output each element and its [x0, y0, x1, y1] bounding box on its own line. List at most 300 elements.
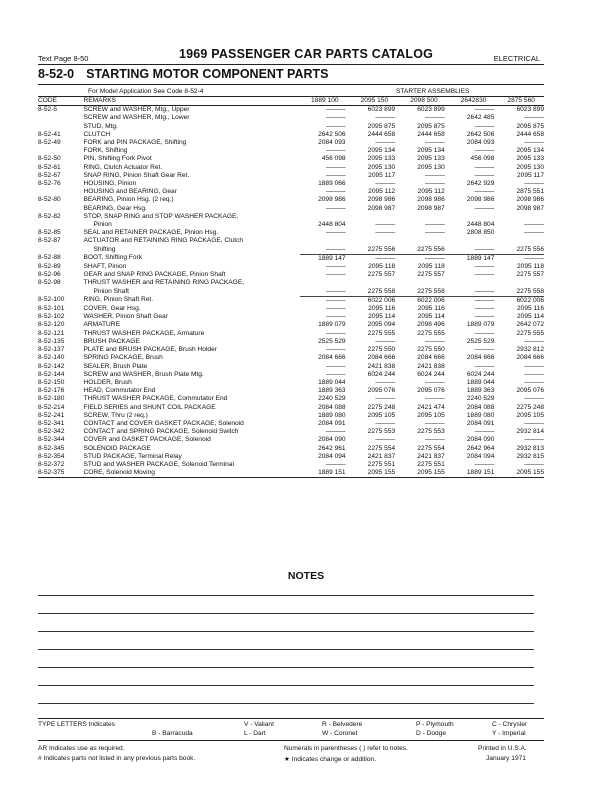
part-code: 8-52-142 — [38, 362, 65, 370]
part-number-cell: 2642 506 — [318, 130, 346, 138]
part-number-cell: ——— — [524, 114, 544, 122]
part-number-cell: 6023 899 — [367, 106, 396, 114]
part-code: 8-52-50 — [38, 155, 61, 163]
part-number-cell: ——— — [524, 229, 544, 237]
part-number-cell: 2084 666 — [516, 354, 544, 362]
part-number-cell: 2275 558 — [399, 288, 449, 297]
part-number-cell: 1889 066 — [318, 180, 346, 188]
part-number-cell: 2084 093 — [466, 139, 495, 147]
part-code: 8-52-344 — [38, 436, 65, 444]
table-row — [38, 420, 544, 428]
part-number-cell: ——— — [524, 139, 544, 147]
part-code: 8-52-89 — [38, 263, 61, 271]
table-row — [38, 263, 544, 271]
part-number-cell: 456 098 — [321, 155, 346, 163]
part-number-cell: 2095 118 — [417, 263, 445, 271]
part-number-cell: 2095 130 — [367, 163, 396, 171]
table-row — [38, 436, 544, 444]
part-number-cell: 6024 244 — [417, 370, 445, 378]
part-number-cell: 2095 117 — [516, 171, 544, 179]
part-number-cell: 2095 112 — [368, 188, 396, 196]
part-number-cell: ——— — [325, 229, 346, 237]
part-number-cell — [449, 237, 499, 245]
part-number-cell: ——— — [474, 296, 495, 304]
part-code: 8-52-354 — [38, 452, 65, 460]
part-number-cell: 6023 899 — [516, 106, 544, 114]
part-number-cell: 2098 987 — [417, 204, 445, 212]
part-number-cell: ——— — [524, 370, 544, 378]
part-code: 8-52-137 — [38, 346, 65, 354]
part-code: 8-52-100 — [38, 296, 65, 304]
part-number-cell: 2275 557 — [367, 271, 396, 279]
part-number-cell: ——— — [524, 337, 544, 345]
table-row — [38, 123, 544, 131]
part-number-cell: ——— — [375, 180, 396, 188]
part-number-cell — [498, 213, 544, 221]
table-row — [38, 363, 544, 371]
part-number-cell: ——— — [474, 106, 495, 114]
part-number-cell: 2275 557 — [516, 271, 544, 279]
part-code — [38, 188, 83, 196]
part-number-cell: 2095 114 — [417, 313, 445, 321]
part-number-cell: 2095 118 — [368, 263, 396, 271]
part-number-cell: ——— — [300, 288, 350, 297]
table-row — [38, 164, 544, 172]
part-number-cell: 2642 964 — [466, 444, 495, 452]
part-number-cell: 2275 558 — [350, 288, 400, 297]
part-remarks: SCREW and WASHER, Mtg., Upper — [83, 106, 190, 114]
part-number-cell: 2084 666 — [367, 354, 396, 362]
part-number-cell: 2095 117 — [368, 171, 396, 179]
part-number-cell: ——— — [325, 106, 346, 114]
part-remarks: ARMATURE — [83, 321, 120, 329]
type-letter-item: D - Dodge — [416, 730, 447, 737]
table-row — [38, 131, 544, 139]
part-number-cell: ——— — [375, 254, 396, 262]
table-row — [38, 313, 544, 321]
part-number-cell: ——— — [325, 460, 346, 468]
part-number-cell: 2098 986 — [367, 196, 396, 204]
print-date: January 1971 — [486, 755, 526, 762]
part-number-cell: 2095 094 — [367, 321, 396, 329]
part-number-cell: 2275 556 — [498, 246, 544, 255]
part-number-cell: 2240 529 — [466, 395, 495, 403]
section-rule — [38, 84, 544, 85]
part-remarks: BOOT, Shifting Fork — [83, 254, 143, 262]
part-number-cell: 2275 550 — [367, 346, 396, 354]
table-row — [38, 404, 544, 412]
section-name: STARTING MOTOR COMPONENT PARTS — [86, 67, 329, 81]
part-number-cell: 2084 094 — [318, 452, 346, 460]
part-number-cell: 2095 105 — [516, 411, 544, 419]
part-number-cell: ——— — [425, 436, 445, 444]
part-number-cell — [300, 213, 350, 221]
part-number-cell: 2084 088 — [318, 403, 346, 411]
part-remarks: SHAFT, Pinion — [83, 263, 127, 271]
part-number-cell: 1889 363 — [318, 387, 346, 395]
part-remarks: SCREW and WASHER, Brush Plate Mtg. — [83, 370, 204, 378]
part-code: 8-52-120 — [38, 321, 65, 329]
part-number-cell: 6023 899 — [417, 106, 445, 114]
part-number-cell: ——— — [524, 395, 544, 403]
part-number-cell: 2095 105 — [367, 411, 396, 419]
part-number-cell: ——— — [375, 337, 396, 345]
part-remarks: SOLENOID PACKAGE — [83, 444, 151, 452]
table-row — [38, 354, 544, 362]
part-number-cell: 2421 474 — [417, 403, 445, 411]
notes-line — [38, 703, 534, 704]
part-number-cell: 1889 044 — [318, 378, 346, 386]
part-remarks: Pinion — [93, 221, 112, 229]
part-number-cell: ——— — [474, 346, 495, 354]
part-remarks: RING, Clutch Actuator Ret. — [83, 163, 163, 171]
type-letter-item: W - Coronet — [322, 730, 358, 737]
part-code — [38, 246, 83, 255]
part-remarks: ACTUATOR and RETAINING RING PACKAGE, Clutch — [83, 237, 244, 245]
part-number-cell: ——— — [325, 362, 346, 370]
table-row — [38, 155, 544, 163]
part-number-cell: 2084 090 — [466, 436, 495, 444]
part-number-cell: ——— — [325, 346, 346, 354]
part-number-cell: 2275 550 — [417, 346, 445, 354]
part-number-cell: ——— — [325, 171, 346, 179]
part-remarks: SCREW and WASHER, Mtg., Lower — [83, 114, 190, 122]
part-code: 8-52-41 — [38, 130, 61, 138]
type-letter-item: R - Belvedere — [322, 721, 363, 728]
part-remarks: SEAL and RETAINER PACKAGE, Pinion Hsg. — [83, 229, 219, 237]
part-remarks: COVER and GASKET PACKAGE, Solenoid — [83, 436, 211, 444]
part-number-cell: 1889 151 — [466, 469, 495, 477]
table-row — [38, 321, 544, 329]
part-code: 8-52-176 — [38, 387, 65, 395]
part-number-cell: 2275 551 — [367, 460, 396, 468]
type-letter-item: B - Barracuda — [152, 730, 193, 737]
page-number: Text Page 8-50 — [38, 54, 89, 63]
part-number-cell: 2095 155 — [417, 469, 445, 477]
part-number-cell: 1889 080 — [466, 411, 495, 419]
table-header-row — [38, 97, 544, 106]
table-row — [38, 114, 544, 122]
part-code: 8-52-5 — [38, 106, 58, 114]
part-number-cell: 2095 133 — [367, 155, 396, 163]
part-code: 8-52-341 — [38, 419, 65, 427]
part-remarks: SEALER, Brush Plate — [83, 362, 148, 370]
part-number-cell: ——— — [425, 171, 445, 179]
part-number-cell: 2098 496 — [417, 321, 445, 329]
part-number-cell: 2095 875 — [516, 122, 544, 130]
part-remarks: BEARING, Gear Hsg. — [83, 204, 147, 212]
part-number-cell: 2421 837 — [367, 452, 396, 460]
part-number-cell: 2095 134 — [516, 147, 544, 155]
part-number-cell: ——— — [524, 419, 544, 427]
part-number-cell: ——— — [474, 188, 495, 196]
part-number-cell: ——— — [325, 263, 346, 271]
part-number-cell: 6022 006 — [417, 296, 445, 304]
part-number-cell: 2084 091 — [318, 419, 346, 427]
part-number-cell: ——— — [474, 163, 495, 171]
part-number-cell: ——— — [325, 271, 346, 279]
section-code: 8-52-0 — [38, 67, 75, 81]
part-number-cell: 1889 363 — [466, 387, 495, 395]
part-code: 8-52-121 — [38, 329, 65, 337]
part-remarks: HEAD, Commutator End — [83, 387, 156, 395]
table-row — [38, 412, 544, 420]
part-number-cell: ——— — [325, 370, 346, 378]
model-application-note: For Model Application See Code 8-52-4 — [88, 88, 204, 95]
part-number-cell: ——— — [375, 139, 396, 147]
part-number-cell: ——— — [474, 171, 495, 179]
part-number-cell: ——— — [300, 246, 350, 255]
table-row — [38, 296, 544, 305]
part-code — [38, 123, 83, 131]
part-remarks: FORK, Shifting — [83, 147, 128, 155]
part-number-cell: 1889 147 — [318, 254, 346, 262]
parts-table — [38, 96, 544, 478]
part-number-cell: 2084 666 — [466, 354, 495, 362]
part-number-cell: 2275 555 — [367, 329, 396, 337]
part-number-cell: ——— — [375, 395, 396, 403]
part-number-cell: ——— — [375, 419, 396, 427]
printed-note: Printed in U.S.A. — [478, 745, 527, 752]
table-row — [38, 288, 544, 297]
table-row — [38, 338, 544, 346]
part-remarks: CORE, Solenoid Moving — [83, 469, 155, 477]
part-number-cell: ——— — [524, 460, 544, 468]
part-number-cell: 2525 529 — [466, 337, 495, 345]
part-number-cell: 2275 555 — [516, 329, 544, 337]
part-number-cell: 2444 658 — [417, 130, 445, 138]
table-row — [38, 461, 544, 469]
part-code: 8-52-150 — [38, 378, 65, 386]
part-number-cell: ——— — [524, 436, 544, 444]
table-row — [38, 254, 544, 263]
part-number-cell: 2275 553 — [367, 428, 396, 436]
part-number-cell: 2642 485 — [466, 114, 495, 122]
table-row — [38, 147, 544, 155]
part-number-cell: ——— — [325, 329, 346, 337]
part-number-cell: ——— — [524, 221, 544, 229]
part-code: 8-52-82 — [38, 212, 61, 220]
part-code: 8-52-144 — [38, 370, 65, 378]
part-number-cell: 2084 094 — [466, 452, 495, 460]
part-number-cell: ——— — [474, 263, 495, 271]
part-remarks: STUD, Mtg. — [83, 122, 118, 130]
part-number-cell: 456 098 — [470, 155, 495, 163]
part-number-cell — [498, 279, 544, 287]
table-row — [38, 346, 544, 354]
part-number-cell: 1889 079 — [318, 321, 346, 329]
part-number-cell: ——— — [524, 378, 544, 386]
part-remarks: STUD PACKAGE, Terminal Relay — [83, 452, 182, 460]
part-code: 8-52-49 — [38, 139, 61, 147]
part-number-cell: 2448 804 — [318, 221, 346, 229]
part-number-cell: ——— — [474, 460, 495, 468]
part-code: 8-52-135 — [38, 337, 65, 345]
part-remarks: THRUST WASHER PACKAGE, Commutator End — [83, 395, 228, 403]
part-number-cell: ——— — [325, 147, 346, 155]
part-number-cell: 2444 658 — [516, 130, 544, 138]
part-remarks: CLUTCH — [83, 130, 111, 138]
part-number-cell: 2275 553 — [417, 428, 445, 436]
part-number-cell: 2095 076 — [367, 387, 396, 395]
column-header-starter: 2875 560 — [498, 97, 544, 106]
part-number-cell — [300, 279, 350, 287]
part-number-cell: ——— — [375, 378, 396, 386]
part-number-cell: 2275 555 — [417, 329, 445, 337]
catalog-title: 1969 PASSENGER CAR PARTS CATALOG — [178, 47, 434, 61]
footer-rule — [38, 718, 544, 719]
part-number-cell: 2095 076 — [417, 387, 445, 395]
part-remarks: COVER, Gear Hsg. — [83, 305, 141, 313]
part-remarks: PIN, Shifting Fork Pivot — [83, 155, 152, 163]
part-number-cell — [498, 237, 544, 245]
section-label: ELECTRICAL — [493, 54, 540, 63]
part-code: 8-52-180 — [38, 395, 65, 403]
part-code: 8-52-87 — [38, 237, 61, 245]
header-rule — [38, 64, 544, 65]
part-number-cell: ——— — [474, 362, 495, 370]
part-number-cell: 2932 812 — [516, 346, 544, 354]
part-number-cell: 2084 091 — [466, 419, 495, 427]
part-number-cell: 2098 987 — [516, 204, 544, 212]
part-code: 8-52-98 — [38, 279, 61, 287]
part-number-cell: ——— — [325, 114, 346, 122]
part-code: 8-52-88 — [38, 254, 61, 262]
part-number-cell: 2642 072 — [516, 321, 544, 329]
part-remarks: CONTACT and COVER GASKET PACKAGE, Solenoid — [83, 419, 244, 427]
part-remarks: FORK and PIN PACKAGE, Shifting — [83, 139, 187, 147]
part-remarks: STOP, SNAP RING and STOP WASHER PACKAGE, — [83, 212, 239, 220]
part-number-cell: ——— — [375, 114, 396, 122]
table-row — [38, 221, 544, 229]
part-number-cell: ——— — [474, 428, 495, 436]
part-code: 8-52-342 — [38, 428, 65, 436]
part-number-cell: 2098 986 — [417, 196, 445, 204]
starter-assemblies-heading: STARTER ASSEMBLIES — [396, 88, 470, 95]
part-remarks: Pinion Shaft — [93, 287, 130, 295]
part-number-cell: 2084 666 — [417, 354, 445, 362]
part-number-cell: 1889 080 — [318, 411, 346, 419]
part-number-cell: 2098 986 — [318, 196, 346, 204]
part-number-cell: 2932 815 — [516, 452, 544, 460]
part-remarks: THRUST WASHER and RETAINING RING PACKAGE, — [83, 279, 245, 287]
part-number-cell: ——— — [474, 122, 495, 130]
part-number-cell: 2095 130 — [516, 163, 544, 171]
part-remarks: FIELD SERIES and SHUNT COIL PACKAGE — [83, 403, 216, 411]
part-number-cell: 2095 076 — [516, 387, 544, 395]
column-header-code: CODE — [38, 97, 83, 106]
part-number-cell: ——— — [474, 305, 495, 313]
part-number-cell: 2275 558 — [498, 288, 544, 297]
part-code — [38, 288, 83, 297]
type-letters-label: TYPE LETTERS Indicates — [38, 721, 115, 728]
table-row — [38, 237, 544, 245]
part-number-cell: 2095 155 — [516, 469, 544, 477]
table-row — [38, 188, 544, 196]
table-row — [38, 379, 544, 387]
part-code: 8-52-96 — [38, 271, 61, 279]
part-number-cell: ——— — [425, 114, 445, 122]
part-code — [38, 147, 83, 155]
part-remarks: BEARING, Pinion Hsg. (2 req.) — [83, 196, 174, 204]
part-number-cell — [350, 213, 400, 221]
part-number-cell — [350, 279, 400, 287]
part-number-cell — [399, 279, 449, 287]
table-row — [38, 180, 544, 188]
part-number-cell: ——— — [425, 229, 445, 237]
part-number-cell: 2808 850 — [466, 229, 495, 237]
table-row — [38, 445, 544, 453]
notes-line — [38, 685, 534, 686]
part-number-cell: 2095 116 — [368, 305, 396, 313]
part-remarks: GEAR and SNAP RING PACKAGE, Pinion Shaft — [83, 271, 226, 279]
part-number-cell: ——— — [425, 419, 445, 427]
part-number-cell: 2095 133 — [516, 155, 544, 163]
table-row — [38, 213, 544, 221]
type-letter-item: L - Dart — [244, 730, 266, 737]
type-letter-item: C - Chrysler — [492, 721, 528, 728]
part-code: 8-52-214 — [38, 403, 65, 411]
part-number-cell — [399, 213, 449, 221]
table-row — [38, 395, 544, 403]
part-number-cell: ——— — [425, 378, 445, 386]
part-number-cell: 2275 248 — [516, 403, 544, 411]
table-row — [38, 172, 544, 180]
part-code — [38, 114, 83, 122]
part-code — [38, 205, 83, 213]
part-remarks: SCREW, Thru (2 req.) — [83, 411, 148, 419]
part-number-cell — [350, 237, 400, 245]
part-remarks: RING, Pinion Shaft Ret. — [83, 296, 154, 304]
part-code: 8-52-80 — [38, 196, 61, 204]
part-number-cell: 2084 088 — [466, 403, 495, 411]
table-row — [38, 428, 544, 436]
part-number-cell: 2098 986 — [516, 196, 544, 204]
part-number-cell: ——— — [325, 204, 346, 212]
part-remarks: BRUSH PACKAGE — [83, 337, 140, 345]
part-number-cell: ——— — [474, 271, 495, 279]
type-letter-item: V - Valiant — [244, 721, 274, 728]
table-row — [38, 205, 544, 213]
part-number-cell: 2525 529 — [318, 337, 346, 345]
part-number-cell: 2095 134 — [417, 147, 445, 155]
part-remarks: CONTACT and SPRING PACKAGE, Solenoid Switch — [83, 428, 239, 436]
part-number-cell: 6022 006 — [367, 296, 396, 304]
part-number-cell: ——— — [325, 122, 346, 130]
type-letter-item: P - Plymouth — [416, 721, 454, 728]
part-number-cell: 2095 875 — [367, 122, 396, 130]
part-number-cell: ——— — [425, 139, 445, 147]
footer-rule — [38, 740, 544, 741]
part-remarks: PLATE and BRUSH PACKAGE, Brush Holder — [83, 346, 217, 354]
section-title — [38, 67, 329, 81]
part-number-cell: 2275 557 — [417, 271, 445, 279]
part-number-cell: 2095 114 — [516, 313, 544, 321]
table-row — [38, 139, 544, 147]
column-header-starter: 2095 150 — [350, 97, 400, 106]
part-code: 8-52-61 — [38, 163, 61, 171]
part-number-cell: 2275 556 — [350, 246, 400, 255]
part-number-cell — [399, 237, 449, 245]
part-number-cell: 2275 551 — [417, 460, 445, 468]
part-number-cell: 2932 813 — [516, 444, 544, 452]
part-number-cell: 2275 554 — [417, 444, 445, 452]
part-remarks: HOUSING, Pinion — [83, 180, 137, 188]
part-number-cell: 6022 006 — [516, 296, 544, 304]
part-number-cell: 2098 987 — [367, 204, 396, 212]
part-number-cell: ——— — [375, 436, 396, 444]
part-number-cell: ——— — [474, 329, 495, 337]
